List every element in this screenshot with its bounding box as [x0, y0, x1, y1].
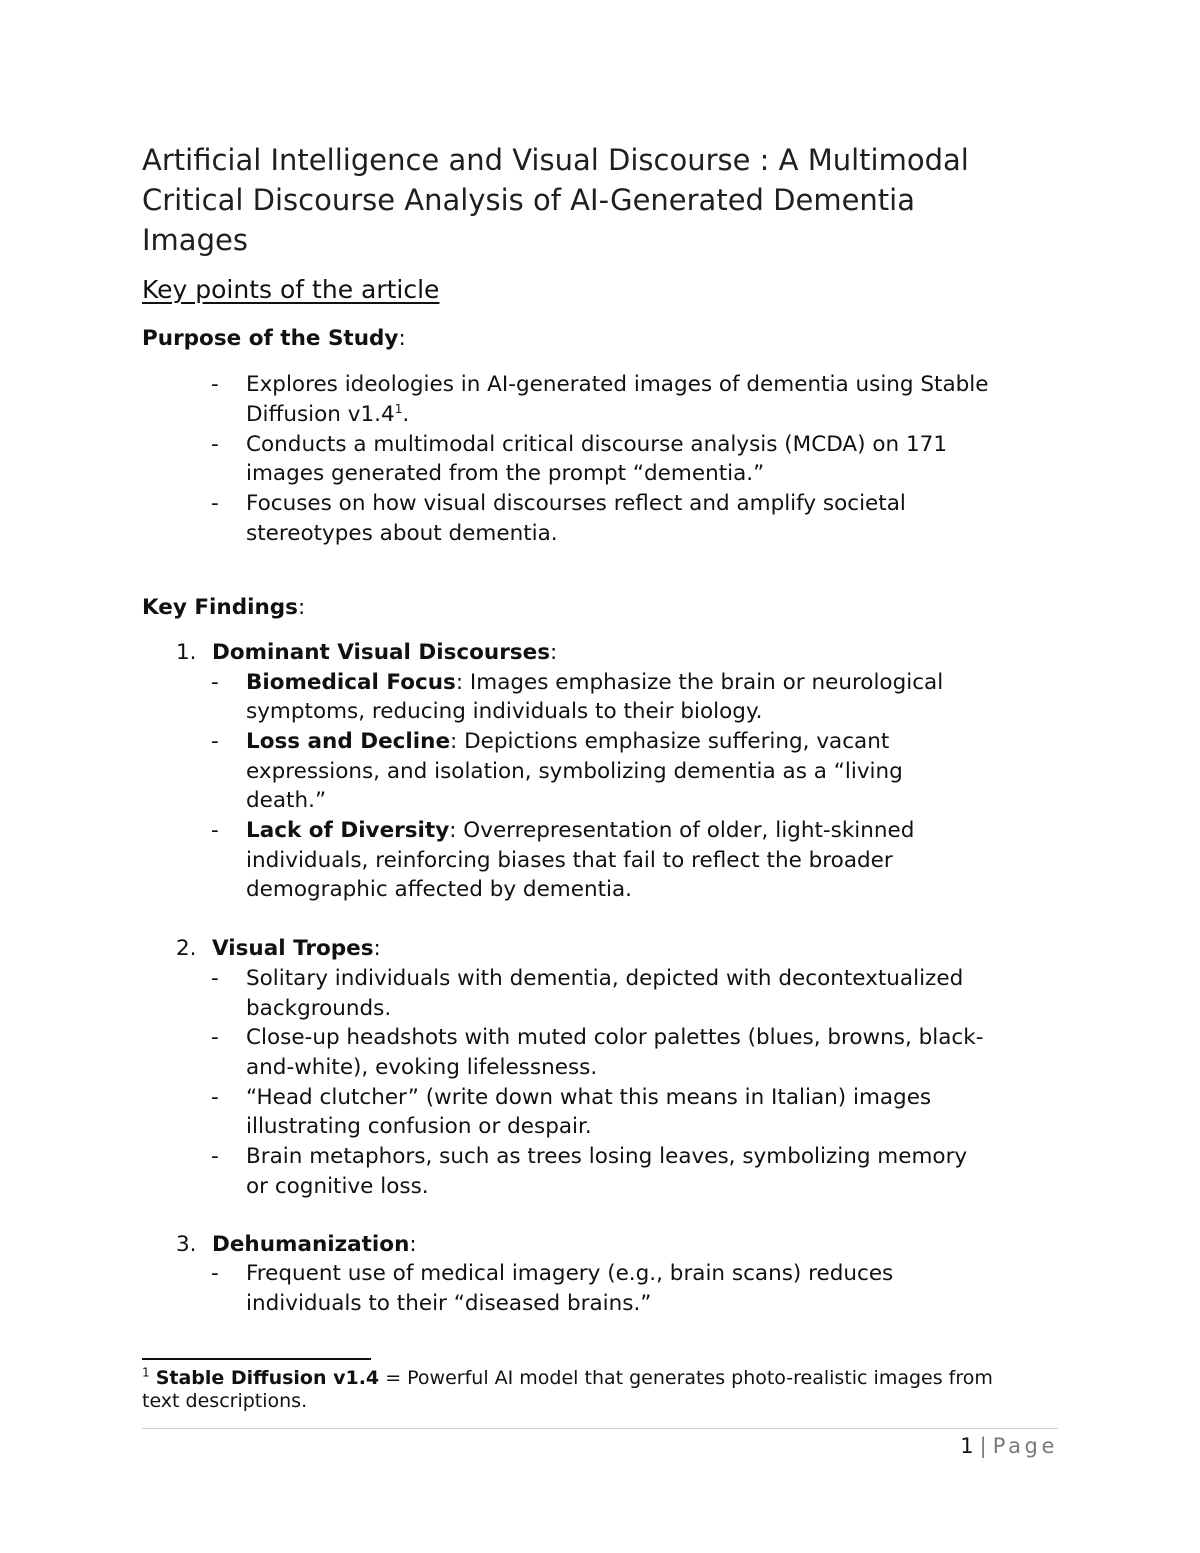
purpose-bullet-3-line-2: stereotypes about dementia. — [246, 521, 558, 546]
page-word: Page — [992, 1434, 1058, 1458]
section-1-item-2-line-2: expressions, and isolation, symbolizing dementia as a “living — [246, 759, 903, 784]
section-3-number: 3. — [176, 1232, 197, 1257]
page-number: 1 — [960, 1434, 974, 1458]
footnote-text: = Powerful AI model that generates photo-realistic images from — [379, 1367, 993, 1389]
purpose-bullet-1-period: . — [402, 402, 410, 427]
bullet-dash: - — [211, 1025, 219, 1050]
section-colon: : — [550, 640, 558, 665]
section-2-item-4-line-2: or cognitive loss. — [246, 1174, 429, 1199]
bullet-dash: - — [211, 372, 219, 397]
item-text: : Images emphasize the brain or neurological — [455, 670, 944, 695]
purpose-bullet-1-line-2 — [246, 400, 409, 430]
purpose-colon: : — [398, 326, 406, 351]
findings-label — [142, 593, 305, 623]
bullet-dash: - — [211, 1144, 219, 1169]
section-2-item-3-line-2: illustrating confusion or despair. — [246, 1114, 592, 1139]
page-footer — [960, 1432, 1058, 1460]
section-2-heading — [212, 934, 381, 964]
findings-label-text: Key Findings — [142, 595, 298, 620]
footnote-line-2: text descriptions. — [142, 1390, 308, 1412]
section-2-item-1-line-2: backgrounds. — [246, 996, 392, 1021]
section-1-item-3-line-3: demographic affected by dementia. — [246, 877, 633, 902]
key-points-heading: Key points of the article — [142, 275, 440, 304]
section-1-number: 1. — [176, 640, 197, 665]
section-1-item-3-line-1 — [246, 816, 914, 846]
section-3-item-1-line-2: individuals to their “diseased brains.” — [246, 1291, 652, 1316]
purpose-bullet-1-line-1: Explores ideologies in AI-generated images of dementia using Stable — [246, 372, 989, 397]
purpose-bullet-3-line-1: Focuses on how visual discourses reflect and amplify societal — [246, 491, 906, 516]
bullet-dash: - — [211, 670, 219, 695]
document-title-line-2: Critical Discourse Analysis of AI-Generated Dementia — [142, 183, 916, 217]
section-colon: : — [373, 936, 381, 961]
purpose-bullet-2-line-2: images generated from the prompt “dementia.” — [246, 461, 765, 486]
footer-divider — [142, 1428, 1058, 1429]
section-2-number: 2. — [176, 936, 197, 961]
bullet-dash: - — [211, 729, 219, 754]
section-1-heading — [212, 638, 557, 668]
document-title-line-3: Images — [142, 223, 248, 257]
section-1-item-1-line-2: symptoms, reducing individuals to their biology. — [246, 699, 763, 724]
document-title-line-1: Artificial Intelligence and Visual Discourse : A Multimodal — [142, 143, 969, 177]
item-text: : Depictions emphasize suffering, vacant — [450, 729, 890, 754]
purpose-bullet-1-text: Diffusion v1.4 — [246, 402, 395, 427]
footer-separator: | — [979, 1434, 987, 1458]
purpose-label — [142, 324, 406, 354]
section-1-item-2-line-3: death.” — [246, 788, 327, 813]
section-2-item-3-line-1: “Head clutcher” (write down what this means in Italian) images — [246, 1085, 932, 1110]
footnote-term: Stable Diffusion v1.4 — [155, 1367, 380, 1389]
section-colon: : — [409, 1232, 417, 1257]
item-bold-term: Loss and Decline — [246, 729, 451, 754]
findings-colon: : — [297, 595, 306, 620]
bullet-dash: - — [211, 491, 219, 516]
section-3-heading — [212, 1230, 417, 1260]
section-3-item-1-line-1: Frequent use of medical imagery (e.g., brain scans) reduces — [246, 1261, 894, 1286]
section-1-item-1-line-1 — [246, 668, 943, 698]
section-2-item-2-line-1: Close-up headshots with muted color palettes (blues, browns, black- — [246, 1025, 984, 1050]
footnote-reference[interactable]: 1 — [394, 401, 403, 416]
section-1-item-3-line-2: individuals, reinforcing biases that fail to reflect the broader — [246, 848, 893, 873]
footnote-marker: 1 — [142, 1365, 150, 1380]
purpose-label-text: Purpose of the Study — [142, 326, 399, 351]
section-1-title: Dominant Visual Discourses — [212, 640, 550, 665]
item-bold-term: Biomedical Focus — [246, 670, 456, 695]
section-2-title: Visual Tropes — [212, 936, 374, 961]
bullet-dash: - — [211, 1261, 219, 1286]
item-text: : Overrepresentation of older, light-skinned — [449, 818, 915, 843]
bullet-dash: - — [211, 432, 219, 457]
purpose-bullet-2-line-1: Conducts a multimodal critical discourse analysis (MCDA) on 171 — [246, 432, 947, 457]
section-3-title: Dehumanization — [212, 1232, 410, 1257]
section-2-item-4-line-1: Brain metaphors, such as trees losing leaves, symbolizing memory — [246, 1144, 968, 1169]
item-bold-term: Lack of Diversity — [246, 818, 450, 843]
bullet-dash: - — [211, 1085, 219, 1110]
bullet-dash: - — [211, 818, 219, 843]
bullet-dash: - — [211, 966, 219, 991]
footnote-separator — [142, 1358, 371, 1360]
section-1-item-2-line-1 — [246, 727, 889, 757]
section-2-item-2-line-2: and-white), evoking lifelessness. — [246, 1055, 598, 1080]
footnote-line-1 — [142, 1366, 993, 1390]
section-2-item-1-line-1: Solitary individuals with dementia, depicted with decontextualized — [246, 966, 964, 991]
